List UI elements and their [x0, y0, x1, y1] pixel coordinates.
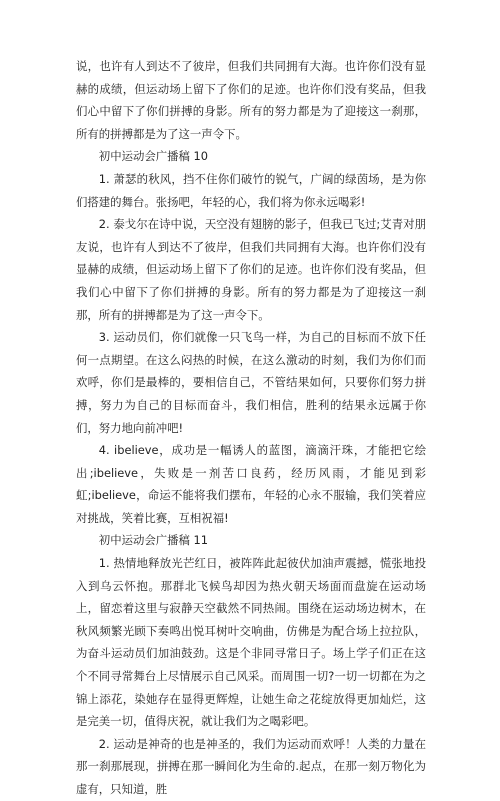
- paragraph-10-4: 4. ibelieve，成功是一幅诱人的蓝图，滴滴汗珠，才能把它绘出;ibelieve，失败是一剂苦口良药，经历风雨，才能见到彩虹;ibelieve，命运不能将我们摆布，年轻的心永不服输，我们笑着应对挑战，笑着比赛，互相祝福!: [76, 443, 426, 525]
- paragraph-11-1: 1. 热情地释放光芒红日，被阵阵此起彼伏加油声震撼，慌张地投入到乌云怀抱。那群北飞候鸟却因为热火朝天场面而盘旋在运动场上，留恋着这里与寂静天空截然不同热闹。围绕在运动场边树木，在秋风频繁光顾下奏鸣出悦耳树叶交响曲，仿佛是为配合场上拉拉队，为奋斗运动员们加油鼓劲。这是个非同寻常日子。场上学子们正在这个不同寻常舞台上尽情展示自己风采。而周围一切?一切一切都在为之锦上添花，染她存在显得更辉煌，让她生命之花绽放得更加灿烂，这是完美一切，值得庆祝，就让我们为之喝彩吧。: [76, 556, 426, 729]
- paragraph-10-2: 2. 泰戈尔在诗中说，天空没有翅膀的影子，但我已飞过;艾青对朋友说，也许有人到达不了彼岸，但我们共同拥有大海。也许你们没有显赫的成绩，但运动场上留下了你们的足迹。也许你们没有奖品，但我们心中留下了你们拼搏的身影。所有的努力都是为了迎接这一刹那，所有的拼搏都是为了这一声令下。: [76, 217, 426, 322]
- paragraph-11-2: 2. 运动是神奇的也是神圣的，我们为运动而欢呼！人类的力量在那一刹那展现，拼搏在那一瞬间化为生命的.起点，在那一刻万物化为虚有，只知道，胜: [76, 736, 426, 796]
- section-heading-11: 初中运动会广播稿 11: [98, 533, 209, 548]
- section-heading-10: 初中运动会广播稿 10: [98, 149, 209, 164]
- paragraph-continued: 说，也许有人到达不了彼岸，但我们共同拥有大海。也许你们没有显赫的成绩，但运动场上留下了你们的足迹。也许你们没有奖品，但我们心中留下了你们拼搏的身影。所有的努力都是为了迎接这一刹那，所有的拼搏都是为了这一声令下。: [76, 59, 426, 141]
- paragraph-10-3: 3. 运动员们，你们就像一只飞鸟一样，为自己的目标而不放下任何一点期望。在这么闷热的时候，在这么激动的时刻，我们为你们而欢呼，你们是最棒的，要相信自己，不管结果如何，只要你们努力拼搏，努力为自己的目标而奋斗，我们相信，胜利的结果永远属于你们，努力地向前冲吧!: [76, 330, 426, 435]
- paragraph-10-1: 1. 萧瑟的秋风，挡不住你们破竹的锐气，广阔的绿茵场，是为你们搭建的舞台。张扬吧，年轻的心，我们将为你永远喝彩!: [76, 171, 426, 209]
